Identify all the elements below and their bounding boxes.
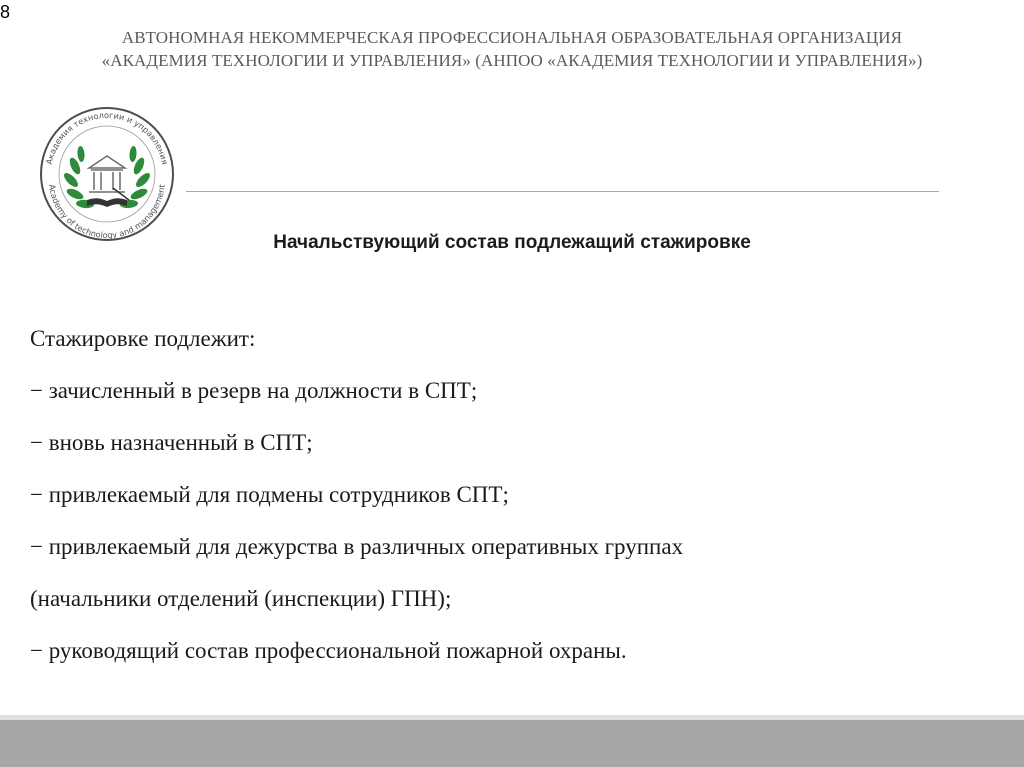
body-text xyxy=(30,313,1010,677)
academy-logo xyxy=(29,100,185,242)
footer-bar xyxy=(0,720,1024,767)
body-line: − вновь назначенный в СПТ; xyxy=(30,430,313,455)
header-divider xyxy=(186,191,939,192)
body-line: (начальники отделений (инспекции) ГПН); xyxy=(30,586,452,611)
body-line: − зачисленный в резерв на должности в СПТ; xyxy=(30,378,478,403)
body-line: − привлекаемый для дежурства в различных оперативных группах xyxy=(30,534,684,559)
body-line: Стажировке подлежит: xyxy=(30,326,256,351)
logo-text-bottom: Academy of technology and management xyxy=(47,183,167,241)
slide-title: Начальствующий состав подлежащий стажировке xyxy=(273,232,751,253)
logo-text-top: Академия технологии и управления xyxy=(43,109,171,166)
organization-header xyxy=(0,26,1024,72)
body-line: − привлекаемый для подмены сотрудников СПТ; xyxy=(30,482,509,507)
organization-name-line-2: «АКАДЕМИЯ ТЕХНОЛОГИИ И УПРАВЛЕНИЯ» (АНПОО «АКАДЕМИЯ ТЕХНОЛОГИИ И УПРАВЛЕНИЯ») xyxy=(101,51,923,70)
body-line: − руководящий состав профессиональной пожарной охраны. xyxy=(30,638,627,663)
slide-number: 8 xyxy=(0,2,11,22)
academy-emblem-icon xyxy=(29,100,185,242)
organization-name-line-1: АВТОНОМНАЯ НЕКОММЕРЧЕСКАЯ ПРОФЕССИОНАЛЬНАЯ ОБРАЗОВАТЕЛЬНАЯ ОРГАНИЗАЦИЯ xyxy=(121,28,903,47)
